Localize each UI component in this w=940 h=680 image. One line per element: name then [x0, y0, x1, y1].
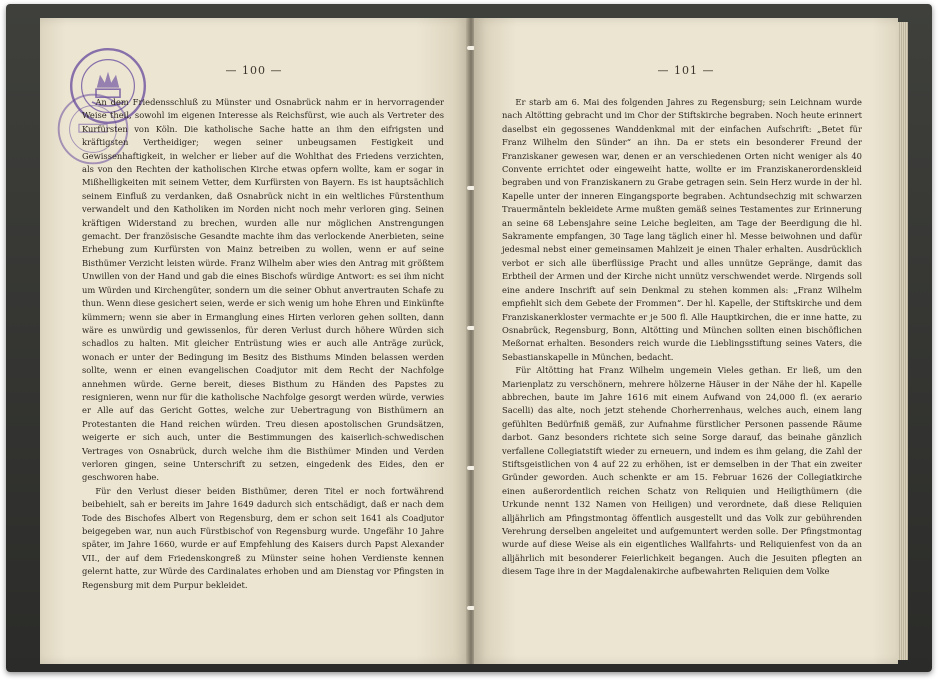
- right-page: [474, 18, 898, 664]
- paragraph: Er starb am 6. Mai des folgenden Jahres zu Regensburg; sein Leichnam wurde nach Altötting gebracht und im Chor der Stiftskirche begraben. Noch heute erinnert daselbst ein gegossenes Wanddenkmal mit der einfachen Aufschrift: „Betet für Franz Wilhelm den Sünder“ an ihn. Da er stets ein besonderer Freund der Franziskaner gewesen war, denen er an verschiedenen Orten nicht weniger als 40 Convente errichtet oder eingeweiht hatte, wollte er im Franziskanerordenskleid begraben und von Franziskanern zu Grabe getragen sein. Sein Herz wurde in der hl. Kapelle unter der inneren Eingangsporte begraben. Achtundsechzig mit schwarzen Trauermänteln bekleidete Arme mußten gemäß seines Testamentes zur Erinnerung an seine 68 Lebensjahre seine Leiche begleiten, am Tage der Beerdigung die hl. Sakramente empfangen, 30 Tage lang täglich einer hl. Messe beiwohnen und dafür jedesmal nebst einer gemeinsamen Mahlzeit je einen Thaler erhalten. Ausdrücklich verbot er sich alle überflüssige Pracht und alles unnütze Gepränge, damit das Erbtheil der Armen und der Kirche nicht unnütz verschwendet werde. Nirgends soll eine andere Inschrift auf sein Denkmal zu stehen kommen als: „Franz Wilhelm empfiehlt sich dem Gebete der Frommen“. Der hl. Kapelle, der Stiftskirche und dem Franziskanerkloster vermachte er je 500 fl. Alle Hauptkirchen, die er inne hatte, zu Osnabrück, Regensburg, Bonn, Altötting und München sollten einen bischöflichen Meßornat erhalten. Besonders reich wurde die Lieblingsstiftung seines Vaters, die Sebastianskapelle in München, bedacht.: [502, 97, 863, 362]
- left-page: [40, 18, 468, 664]
- paragraph: Für Altötting hat Franz Wilhelm ungemein Vieles gethan. Er ließ, um den Marienplatz zu verschönern, mehrere hölzerne Häuser in der Nähe der hl. Kapelle abbrechen, baute im Jahre 1616 mit einem Aufwand von 24,000 fl. (ex aerario Sacelli) das alte, noch jetzt stehende Chorherrenhaus, welches auch, einem lang gefühlten Bedürfniß gemäß, zur Aufnahme fürstlicher Personen passende Räume darbot. Ganz besonders richtete sich seine Sorge darauf, das beinahe gänzlich verfallene Collegiatstift wieder zu erneuern, und indem es ihm gelang, die Zahl der Stiftsgeistlichen von 4 auf 22 zu erhöhen, ist er demselben in der That ein zweiter Gründer geworden. Auch schenkte er am 15. Februar 1626 der Collegiatkirche einen außerordentlich reichen Schatz von Reliquien und Heiligthümern (die Urkunde nennt 132 Namen von Heiligen) und verordnete, daß diese Reliquien alljährlich am Pfingstmontag öffentlich ausgestellt und das Volk zur gebührenden Verehrung derselben angeleitet und aufgemuntert werden solle. Der Pfingstmontag wurde auf diese Weise als ein eigentliches Wallfahrts- und Reliquienfest von da an alljährlich mit besonderer Feierlichkeit begangen. Auch die Jesuiten pflegten an diesem Tage ihre in der Magdalenakirche aufbewahrten Reliquien dem Volke: [502, 365, 862, 577]
- left-page-text: [82, 96, 444, 592]
- paragraph: Für den Verlust dieser beiden Bisthümer, deren Titel er noch fortwährend beibehielt, sah er bereits im Jahre 1649 dadurch sich entschädigt, daß er nach dem Tode des Bischofes Albert von Regensburg, dem er schon seit 1641 als Coadjutor beigegeben war, nun auch Fürstbischof von Regensburg wurde. Ungefähr 10 Jahre später, im Jahre 1660, wurde er auf Empfehlung des Kaisers durch Papst Alexander VII., der auf dem Friedenskongreß zu Münster seine hohen Verdienste kennen gelernt hatte, zur Würde des Cardinalates erhoben und am Dienstag vor Pfingsten in Regensburg mit dem Purpur bekleidet.: [82, 485, 444, 590]
- left-page-number: — 100 —: [225, 64, 283, 77]
- right-page-text: [502, 96, 862, 579]
- book-spread: [6, 4, 932, 672]
- paragraph: An dem Friedensschluß zu Münster und Osnabrück nahm er in hervorragender Weise theil, sowohl im eigenen Interesse als Reichsfürst, wie auch als Vertreter des Kurfürsten von Köln. Die katholische Sache hatte an ihm den eifrigsten und kräftigsten Vertheidiger; wegen seiner unbeugsamen Festigkeit und Gewissenhaftigkeit, in welcher er lieber auf die Wohlthat des Friedens verzichten, als von den Rechten der katholischen Kirche etwas opfern wollte, kam er sogar in Mißhelligkeiten mit seinem Vetter, dem Kurfürsten von Bayern. Es ist hauptsächlich seinem Einfluß zu verdanken, daß Osnabrück nicht in ein weltliches Fürstenthum verwandelt und den Katholiken im Norden nicht noch mehr verloren ging. Seinen kräftigen Widerstand zu brechen, wurden alle nur möglichen Anstrengungen gemacht. Der französische Gesandte machte ihm das verlockende Anerbieten, seine Erhebung zum Kurfürsten von Mainz betreiben zu wollen, wenn er auf seine Bisthümer Verzicht leisten würde. Franz Wilhelm aber wies den Antrag mit größtem Unwillen von der Hand und gab die eines Bischofs würdige Antwort: es sei ihm nicht um Würden und Kirchengüter, sondern um die seiner Obhut anvertrauten Schafe zu thun. Wenn diese gesichert seien, werde er sich wenig um hohe Ehren und Einkünfte kümmern; wenn sie aber in Ermanglung eines Hirten verloren gehen sollten, dann wäre es unwürdig und gewissenlos, für deren Verlust durch höhere Würden sich schadlos zu halten. Mit gleicher Entrüstung wies er auch alle Anträge zurück, wonach er unter der Bedingung im Besitz des Bisthums Minden belassen werden sollte, wenn er einen evangelischen Coadjutor mit dem Recht der Nachfolge annehmen würde. Gerne bereit, dieses Bisthum zu Händen des Papstes zu resignieren, wenn nur für die katholische Nachfolge gesorgt werden würde, verwies er Alle auf das Gericht Gottes, welche zur Uebertragung von Bisthümern an Protestanten die Hand reichen würden. Treu diesen apostolischen Grundsätzen, weigerte er sich auch, unter die Bestimmungen des kaiserlich-schwedischen Vertrages von Osnabrück, durch welche ihm die Bisthümer Minden und Verden verloren gingen, seine Unterschrift zu setzen, eingedenk des Eides, den er geschworen habe.: [82, 97, 444, 483]
- right-page-number: — 101 —: [657, 64, 715, 77]
